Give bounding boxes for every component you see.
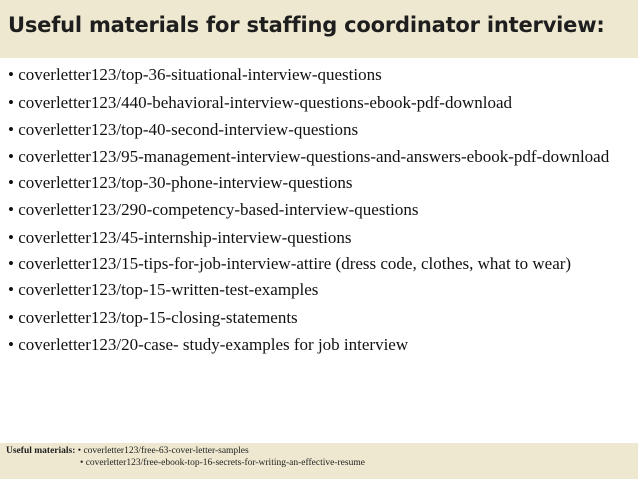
list-item-text: coverletter123/15-tips-for-job-interview-attire (dress code, clothes, what to wear) [18, 254, 572, 273]
bullet: • [8, 280, 14, 299]
page-title: Useful materials for staffing coordinator interview: [8, 13, 605, 37]
list-item-text: coverletter123/top-15-closing-statements [18, 307, 298, 327]
list-item[interactable] [8, 146, 628, 168]
materials-list [8, 63, 628, 361]
list-item[interactable] [8, 306, 628, 331]
footer-bullet: • [80, 457, 84, 468]
bullet: • [8, 307, 14, 327]
list-item-text: coverletter123/top-30-phone-interview-questions [18, 172, 353, 192]
bullet: • [8, 227, 14, 247]
list-item-text: coverletter123/95-management-interview-questions-and-answers-ebook-pdf-download [18, 146, 610, 166]
bullet: • [8, 335, 14, 354]
footer-bullet: • [77, 446, 82, 456]
list-item[interactable] [8, 171, 628, 196]
list-item-text: coverletter123/440-behavioral-interview-questions-ebook-pdf-download [18, 92, 512, 112]
list-item[interactable] [8, 198, 628, 223]
list-item-text: coverletter123/top-40-second-interview-questions [18, 120, 359, 139]
list-item[interactable] [8, 226, 628, 251]
list-item-text: coverletter123/top-36-situational-interview-questions [18, 65, 382, 84]
list-item[interactable] [8, 118, 628, 143]
list-item-text: coverletter123/290-competency-based-interview-questions [18, 200, 419, 219]
list-item[interactable] [8, 63, 628, 88]
footer-link[interactable]: coverletter123/free-63-cover-letter-samples [83, 446, 249, 456]
list-item-text: coverletter123/45-internship-interview-questions [18, 227, 352, 247]
bullet: • [8, 65, 14, 84]
bullet: • [8, 120, 14, 139]
list-item[interactable] [8, 253, 628, 275]
list-item[interactable] [8, 91, 628, 116]
list-item[interactable] [8, 278, 628, 303]
footer-link[interactable]: coverletter123/free-ebook-top-16-secrets-for-writing-an-effective-resume [85, 457, 365, 468]
list-item-text: coverletter123/20-case- study-examples for job interview [18, 335, 409, 354]
bullet: • [8, 92, 14, 112]
footer [6, 446, 365, 469]
footer-line-1 [6, 446, 365, 458]
list-item[interactable] [8, 333, 628, 358]
bullet: • [8, 146, 14, 166]
bullet: • [8, 200, 14, 219]
bullet: • [8, 254, 14, 273]
footer-label: Useful materials: [6, 446, 76, 456]
footer-line-2 [6, 458, 365, 470]
list-item-text: coverletter123/top-15-written-test-examples [18, 280, 319, 299]
bullet: • [8, 172, 14, 192]
